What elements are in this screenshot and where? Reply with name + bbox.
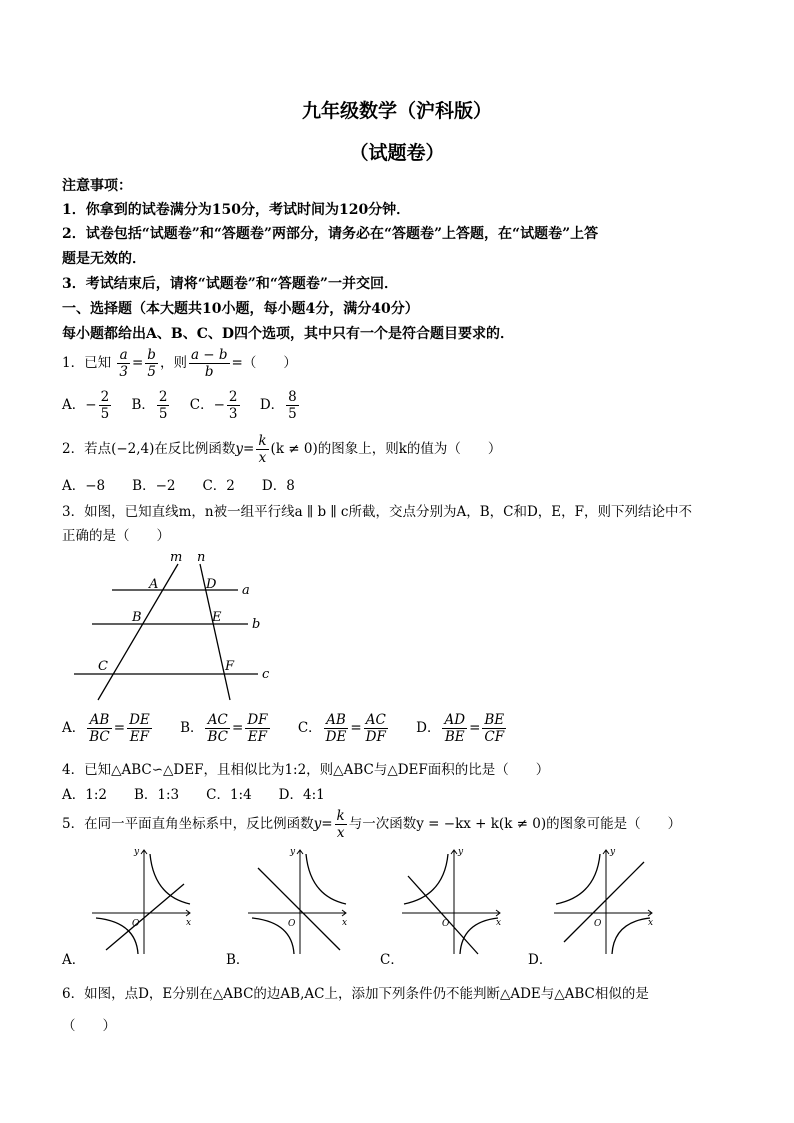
q5-graph-b xyxy=(244,846,354,958)
question-3-options: A． $\frac{AB}{BC}$ = $\frac{DE}{EF}$ B． $\frac{AC}{BC}$ = $\frac{DF}{EF}$ C． $\frac{AB}{DE}$ = $\frac{AC}{DF}$ D． $\frac{AD}{BE}$ = $\frac{BE}{CF}$ xyxy=(62,712,505,745)
q1-prefix: 1．已知 xyxy=(62,355,112,371)
question-3-line1: 3．如图，已知直线m，n被一组平行线a ∥ b ∥ c所截，交点分别为A，B，C和D，E，F，则下列结论中不 xyxy=(62,504,693,520)
question-5: 5．在同一平面直角坐标系中，反比例函数y= $\frac{k}{x}$ 与一次函数y = −kx + k(k ≠ 0)的图象可能是（ ） xyxy=(62,808,682,841)
label-F: F xyxy=(225,659,235,674)
label-a: a xyxy=(242,583,250,598)
label-n: n xyxy=(197,550,206,565)
label-D: D xyxy=(206,577,217,592)
q5-option-b: B． xyxy=(226,952,250,968)
svg-text:x: x xyxy=(342,918,348,928)
q5-option-d: D． xyxy=(528,952,553,968)
question-6-line1: 6．如图，点D，E分别在△ABC的边AB,AC上，添加下列条件仍不能判断△ADE与△ABC相似的是 xyxy=(62,986,649,1002)
svg-text:O: O xyxy=(132,919,140,929)
label-c: c xyxy=(262,667,270,682)
svg-text:y: y xyxy=(134,847,140,857)
section-instruction: 每小题都给出A、B、C、D四个选项，其中只有一个是符合题目要求的． xyxy=(62,326,514,342)
notice-item-3: 3．考试结束后，请将“试题卷”和“答题卷”一并交回． xyxy=(62,276,398,292)
svg-text:O: O xyxy=(288,919,296,929)
q1-fraction-amb: $\frac{a - b}{b}$ xyxy=(190,347,228,380)
label-B: B xyxy=(132,610,142,625)
question-1: 1．已知 $\frac{a}{3}$ = $\frac{b}{5}$ ，则 $\frac{a - b}{b}$ =（ ） xyxy=(62,347,297,380)
q5-graph-d xyxy=(550,846,660,958)
notice-item-2a: 2．试卷包括“试题卷”和“答题卷”两部分，请务必在“答题卷”上答题，在“试题卷”上答 xyxy=(62,226,599,242)
label-C: C xyxy=(98,659,108,674)
page-title: 九年级数学（沪科版） xyxy=(301,100,492,122)
label-A: A xyxy=(149,577,159,592)
page-subtitle: （试题卷） xyxy=(349,142,445,164)
q1-option-b: B． xyxy=(131,397,155,413)
question-6-line2: （ ） xyxy=(62,1018,116,1034)
svg-text:y: y xyxy=(458,847,464,857)
q1-option-d: D． xyxy=(259,397,285,413)
svg-text:x: x xyxy=(186,918,192,928)
notice-heading: 注意事项： xyxy=(62,178,132,194)
q1-fraction-b5: $\frac{b}{5}$ xyxy=(147,347,156,380)
svg-text:y: y xyxy=(290,847,296,857)
label-E: E xyxy=(212,610,222,625)
svg-text:x: x xyxy=(496,918,502,928)
svg-text:y: y xyxy=(610,847,616,857)
q5-graph-a xyxy=(88,846,198,958)
q5-option-c: C． xyxy=(380,952,404,968)
notice-item-2b: 题是无效的． xyxy=(62,251,146,267)
notice-item-1: 1．你拿到的试卷满分为150分，考试时间为120分钟． xyxy=(62,202,411,218)
label-b: b xyxy=(252,617,261,632)
q3-parallel-lines-figure xyxy=(60,548,290,708)
q1-option-a: A．− xyxy=(62,397,97,413)
section-heading: 一、选择题（本大题共10小题，每小题4分，满分40分） xyxy=(62,301,419,317)
question-3-line2: 正确的是（ ） xyxy=(62,528,170,544)
svg-text:O: O xyxy=(442,919,450,929)
question-2: 2．若点(−2,4)在反比例函数y= $\frac{k}{x}$ (k ≠ 0)的图象上，则k的值为（ ） xyxy=(62,433,502,466)
q1-option-c: C．− xyxy=(189,397,225,413)
svg-text:x: x xyxy=(648,918,654,928)
question-1-options: A．− $\frac{2}{5}$ B． $\frac{2}{5}$ C．− $\frac{2}{3}$ D． $\frac{8}{5}$ xyxy=(62,389,297,422)
svg-text:O: O xyxy=(594,919,602,929)
question-2-options: A．−8 B．−2 C．2 D．8 xyxy=(62,478,295,494)
q5-option-a: A． xyxy=(62,952,86,968)
question-4: 4．已知△ABC∽△DEF，且相似比为1:2，则△ABC与△DEF面积的比是（ ） xyxy=(62,762,550,778)
question-4-options: A．1:2 B．1:3 C．1:4 D．4:1 xyxy=(62,787,325,803)
label-m: m xyxy=(170,550,183,565)
q5-graph-c xyxy=(398,846,508,958)
q1-fraction-a3: $\frac{a}{3}$ xyxy=(119,347,128,380)
